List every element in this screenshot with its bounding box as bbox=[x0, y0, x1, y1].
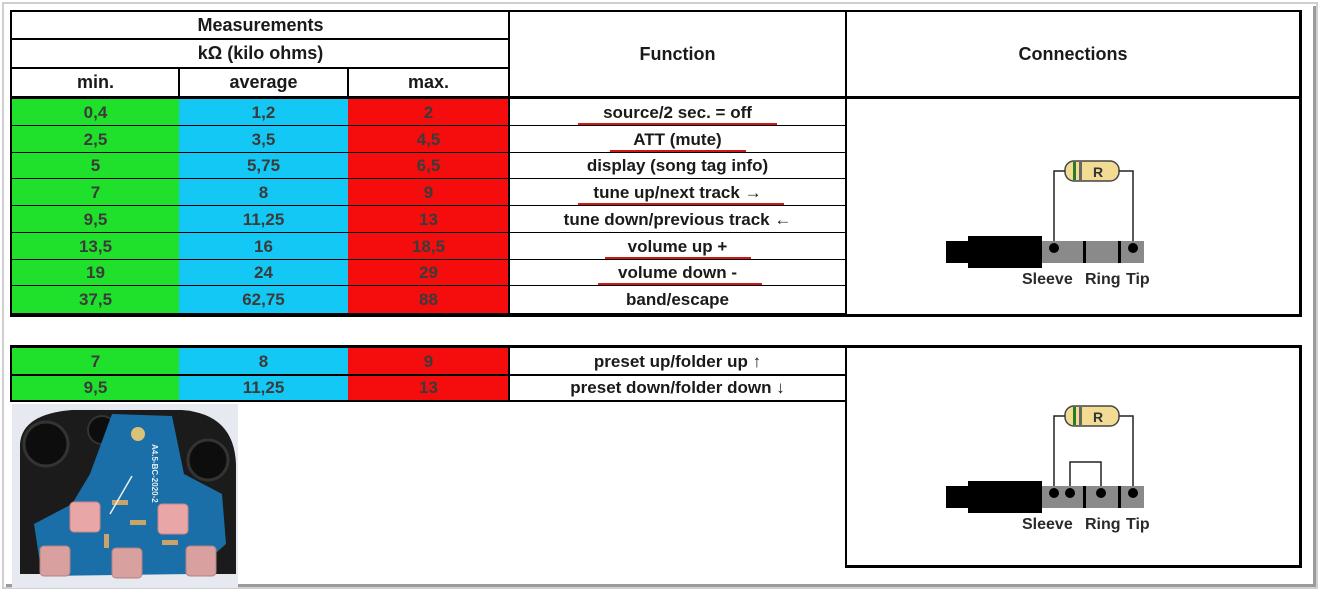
jack-plug-icon bbox=[946, 486, 968, 508]
min-value-cell: 9,5 bbox=[12, 206, 179, 233]
grid-line bbox=[508, 345, 510, 402]
resistor-label: R bbox=[1092, 409, 1104, 425]
function-cell: preset up/folder up ↑ bbox=[593, 351, 762, 371]
function-cell: preset down/folder down ↓ bbox=[570, 378, 785, 397]
min-value-cell: 7 bbox=[12, 348, 179, 375]
ring-label: Ring bbox=[1085, 516, 1121, 533]
grid-line bbox=[10, 10, 12, 316]
grid-line bbox=[10, 96, 1302, 99]
resistor-label: R bbox=[1092, 164, 1104, 180]
grid-line bbox=[178, 67, 180, 97]
min-value-cell: 37,5 bbox=[12, 286, 179, 314]
average-value-cell: 8 bbox=[179, 348, 348, 375]
red-underline bbox=[578, 203, 784, 205]
average-value-cell: 3,5 bbox=[179, 126, 348, 153]
red-underline bbox=[578, 123, 777, 125]
header-measurements: Measurements bbox=[197, 15, 324, 35]
max-value-cell: 13 bbox=[348, 375, 509, 401]
grid-line bbox=[845, 10, 847, 316]
average-value-cell: 16 bbox=[179, 233, 348, 260]
grid-line bbox=[1299, 10, 1302, 316]
function-cell: volume down - bbox=[618, 263, 737, 282]
average-value-cell: 62,75 bbox=[179, 286, 348, 314]
max-value-cell: 9 bbox=[348, 179, 509, 206]
grid-line bbox=[347, 67, 349, 97]
grid-line bbox=[1299, 345, 1302, 567]
jack-plug-icon bbox=[946, 241, 968, 263]
grid-line bbox=[10, 314, 1302, 317]
tip-label: Tip bbox=[1126, 516, 1150, 533]
circuit-board-photo bbox=[12, 404, 238, 588]
function-cell: tune down/previous track ← bbox=[563, 209, 792, 229]
max-value-cell: 29 bbox=[348, 260, 509, 286]
average-value-cell: 11,25 bbox=[179, 206, 348, 233]
red-underline bbox=[605, 257, 751, 259]
min-value-cell: 7 bbox=[12, 179, 179, 206]
grid-line bbox=[845, 345, 847, 567]
max-value-cell: 9 bbox=[348, 348, 509, 375]
max-value-cell: 4,5 bbox=[348, 126, 509, 153]
tip-label: Tip bbox=[1126, 271, 1150, 288]
header-connections: Connections bbox=[1018, 44, 1128, 64]
function-cell: source/2 sec. = off bbox=[603, 102, 752, 122]
header-unit: kΩ (kilo ohms) bbox=[197, 43, 324, 63]
average-value-cell: 1,2 bbox=[179, 99, 348, 126]
grid-line bbox=[10, 345, 12, 402]
grid-line bbox=[10, 400, 846, 402]
circuit-board-image bbox=[12, 404, 238, 588]
grid-line bbox=[10, 38, 509, 40]
max-value-cell: 88 bbox=[348, 286, 509, 314]
red-underline bbox=[610, 150, 746, 152]
min-value-cell: 9,5 bbox=[12, 375, 179, 401]
average-value-cell: 8 bbox=[179, 179, 348, 206]
function-cell: volume up + bbox=[627, 236, 728, 256]
function-cell: ATT (mute) bbox=[633, 129, 722, 149]
max-value-cell: 13 bbox=[348, 206, 509, 233]
min-value-cell: 0,4 bbox=[12, 99, 179, 126]
average-value-cell: 5,75 bbox=[179, 153, 348, 179]
header-max: max. bbox=[407, 72, 450, 92]
header-function: Function bbox=[639, 44, 716, 64]
min-value-cell: 13,5 bbox=[12, 233, 179, 260]
function-cell: band/escape bbox=[626, 290, 729, 309]
red-underline bbox=[598, 283, 762, 285]
connection-diagram-1 bbox=[940, 150, 1180, 300]
sleeve-label: Sleeve bbox=[1022, 516, 1073, 533]
min-value-cell: 2,5 bbox=[12, 126, 179, 153]
max-value-cell: 18,5 bbox=[348, 233, 509, 260]
grid-line bbox=[10, 374, 846, 376]
grid-line bbox=[845, 565, 1302, 568]
board-text: A4.5-BC-2020-2 bbox=[150, 444, 159, 503]
grid-line bbox=[10, 67, 509, 69]
header-average: average bbox=[229, 72, 298, 92]
min-value-cell: 5 bbox=[12, 153, 179, 179]
ring-label: Ring bbox=[1085, 271, 1121, 288]
max-value-cell: 2 bbox=[348, 99, 509, 126]
min-value-cell: 19 bbox=[12, 260, 179, 286]
function-cell: display (song tag info) bbox=[586, 156, 769, 175]
grid-line bbox=[10, 345, 1302, 348]
header-min: min. bbox=[76, 72, 114, 92]
grid-line bbox=[508, 10, 510, 316]
sleeve-label: Sleeve bbox=[1022, 271, 1073, 288]
max-value-cell: 6,5 bbox=[348, 153, 509, 179]
function-cell: tune up/next track → bbox=[593, 182, 762, 202]
connection-diagram-2 bbox=[940, 395, 1180, 545]
average-value-cell: 24 bbox=[179, 260, 348, 286]
grid-line bbox=[10, 10, 1302, 12]
average-value-cell: 11,25 bbox=[179, 375, 348, 401]
